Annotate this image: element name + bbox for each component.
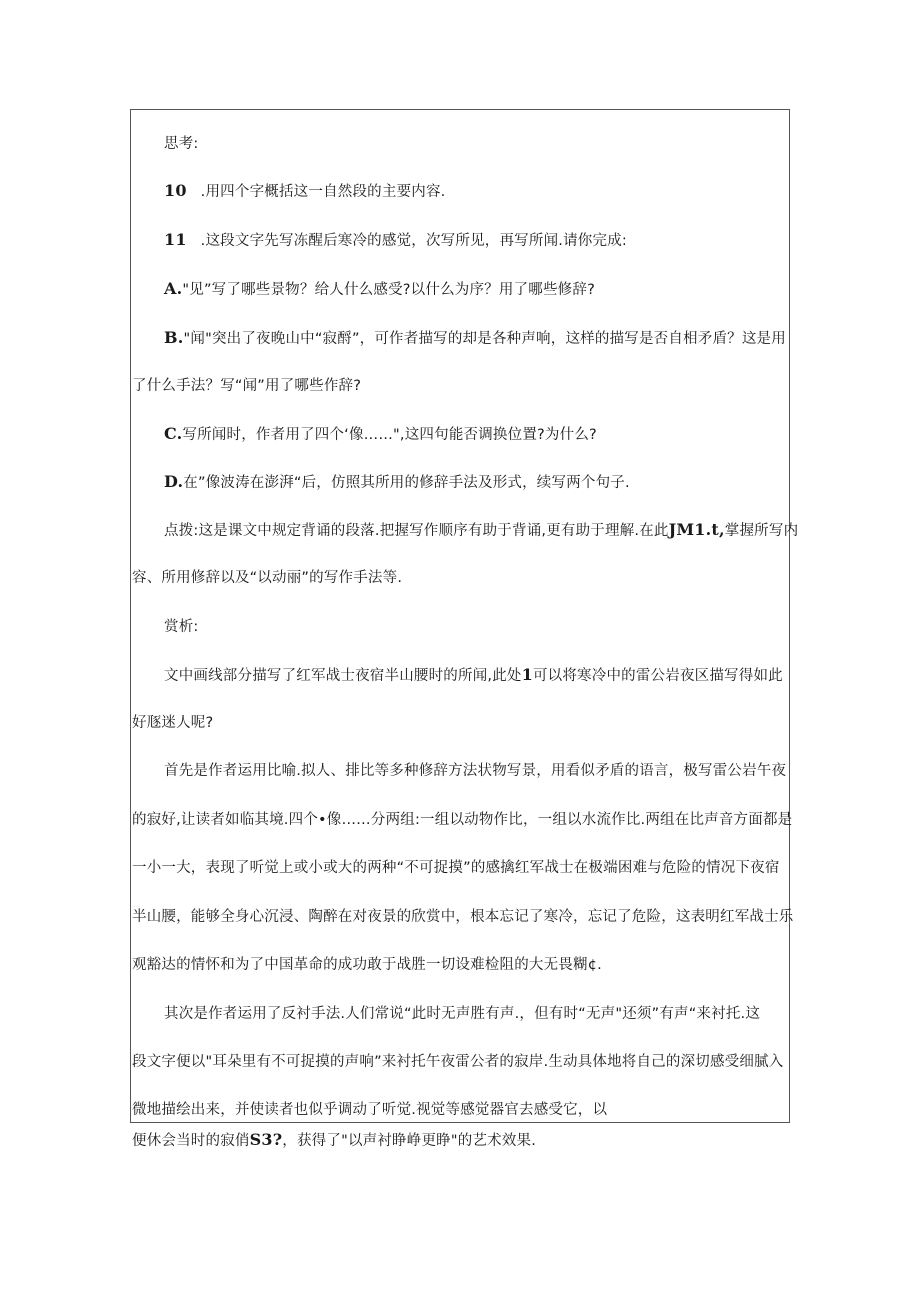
question-label: D. [164, 472, 184, 491]
para1-garbled: 1 [521, 665, 533, 684]
question-label: B. [164, 328, 184, 347]
question-text: 写所闻时，作者用了四个‘像……",这四句能否调换位置?为什么? [182, 427, 597, 443]
question-label: C. [164, 424, 183, 443]
para3-line1: 其次是作者运用了反衬手法.人们常说“此时无声胜有声.，但有时“无声"还须”有声“来衬托.这 [164, 1006, 761, 1022]
tip-text-end: 掌握所写内 [724, 523, 799, 539]
question-number: 11 [164, 230, 187, 249]
para1-text: 文中画线部分描写了红军战士夜宿半山腰时的所闻,此处 [164, 668, 522, 684]
question-text: 在”像波涛在澎湃“后，仿照其所用的修辞手法及形式，续写两个句子. [183, 475, 630, 491]
para2-line4: 半山腰，能够全身心沉浸、陶醉在对夜景的欣赏中，根本忘记了寒冷，忘记了危险，这表明红军战士乐 [132, 909, 794, 925]
think-label: 思考: [164, 136, 199, 152]
para1-line2: 好豗迷人呢? [132, 715, 214, 731]
question-text: .这段文字先写冻醒后寒冷的感觉，次写所见，再写所闻.请你完成: [200, 233, 627, 249]
para2-line2: 的寂好,让读者如临其境.四个•像……分两组:一组以动物作比，一组以水流作比.两组在比声音方面都是 [132, 812, 793, 828]
para3-text-end: ，获得了"以声衬睁峥更睁"的艺术效果. [282, 1133, 537, 1149]
para3-garbled: S3? [249, 1130, 283, 1149]
question-d [164, 472, 790, 493]
question-text: .用四个字概括这一自然段的主要内容. [200, 184, 446, 200]
appreciate-label: 赏析: [164, 619, 199, 635]
para2-line5: 观豁达的情怀和为了中国革命的成功敢于战胜一切设难检阻的大无畏糊¢. [132, 957, 602, 973]
question-text: "闻"突出了夜晚山中“寂酹”，可作者描写的却是各种声响，这样的描写是否自相矛盾？这是用 [183, 331, 786, 347]
para3-line4 [132, 1130, 792, 1151]
question-11 [164, 230, 790, 251]
tip-text: 点拨:这是课文中规定背诵的段落.把握写作顺序有助于背诵,更有助于理解.在此 [164, 523, 669, 539]
question-b-line1 [164, 328, 790, 349]
para2-line3: 一小一大，表现了听觉上或小或大的两种“不可捉摸”的感擒红军战士在极端困难与危险的情况下夜宿 [132, 860, 780, 876]
question-c [164, 424, 790, 445]
question-b-line2: 了什么手法？写“闻”用了哪些作辞? [132, 378, 362, 394]
question-label: A. [164, 279, 183, 298]
question-a [164, 279, 790, 300]
question-10 [164, 181, 790, 202]
para3-line2: 段文字便以"耳朵里有不可捉摸的声响”来衬托午夜雷公者的寂岸.生动具体地将自己的深切感受细腻入 [132, 1054, 784, 1070]
para1-line1 [164, 665, 790, 686]
question-number: 10 [164, 181, 187, 200]
tip-garbled: JM1.t, [668, 520, 725, 539]
tip-line2: 容、所用修辞以及“以动丽”的写作手法等. [132, 570, 403, 586]
tip-line1 [164, 520, 799, 541]
para3-line3: 微地描绘出来，并使读者也似乎调动了听觉.视觉等感觉器官去感受它，以 [132, 1102, 608, 1118]
question-text: "见”写了哪些景物？给人什么感受?以什么为序？用了哪些修辞? [182, 282, 595, 298]
para1-text-end: 可以将寒冷中的雷公岩夜区描写得如此 [532, 668, 783, 684]
para2-line1: 首先是作者运用比喻.拟人、排比等多种修辞方法状物写景，用看似矛盾的语言，极写雷公岩午夜 [164, 763, 787, 779]
para3-text: 便休会当时的寂俏 [132, 1133, 250, 1149]
